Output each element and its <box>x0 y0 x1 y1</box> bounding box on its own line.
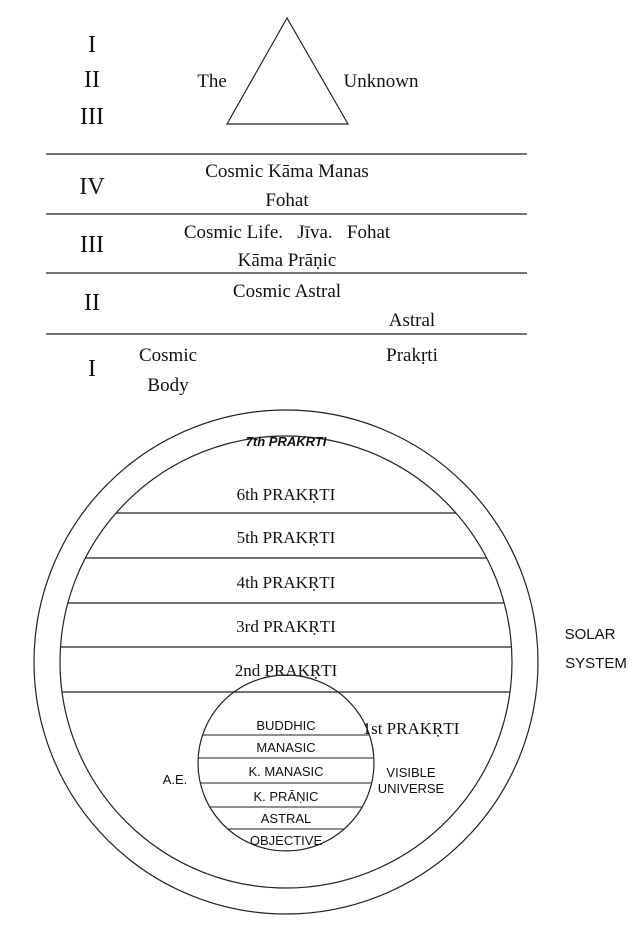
band-4th-label: 4th PRAKṚTI <box>236 573 336 592</box>
inner-layer-objective: OBJECTIVE <box>249 833 323 848</box>
visible-universe-line-1: VISIBLE <box>386 765 436 780</box>
solar-system-line-2: SYSTEM <box>565 655 627 672</box>
band-2nd-label: 2nd PRAKṚTI <box>234 661 338 680</box>
unknown-level-3: III <box>80 104 104 130</box>
visible-universe-line-2: UNIVERSE <box>377 781 445 796</box>
seventh-prakriti-label: 7th PRAKRTI <box>245 434 327 449</box>
inner-layer-k-manasic: K. MANASIC <box>248 764 324 779</box>
band-3rd-label: 3rd PRAKṚTI <box>236 617 336 636</box>
row-iii-line-1: Cosmic Life. Jīva. Fohat <box>183 222 391 243</box>
band-5th-label: 5th PRAKṚTI <box>236 528 336 547</box>
solar-system-line-1: SOLAR <box>564 626 616 643</box>
first-prakriti-label: 1st PRAKṚTI <box>362 719 460 738</box>
inner-layer-manasic: MANASIC <box>256 740 316 755</box>
inner-layer-buddhic: BUDDHIC <box>256 718 316 733</box>
row-ii-line-2: Astral <box>388 310 436 331</box>
row-i-left-line-2: Body <box>147 375 189 396</box>
unknown-level-1: I <box>88 32 96 58</box>
unknown-right-label: Unknown <box>343 71 419 92</box>
unknown-triangle <box>227 18 348 124</box>
row-iv-numeral: IV <box>79 174 105 200</box>
row-iv-line-1: Cosmic Kāma Manas <box>205 161 369 182</box>
row-iv-line-2: Fohat <box>265 190 309 211</box>
row-ii-line-1: Cosmic Astral <box>232 281 342 302</box>
row-i-right: Prakṛti <box>386 345 438 366</box>
row-iii-numeral: III <box>80 232 104 258</box>
inner-layer-astral: ASTRAL <box>260 811 312 826</box>
band-6th-label: 6th PRAKṚTI <box>236 485 336 504</box>
ae-label: A.E. <box>162 772 188 787</box>
row-i-numeral: I <box>88 356 96 382</box>
row-i-left-line-1: Cosmic <box>138 345 198 366</box>
unknown-level-2: II <box>84 67 100 93</box>
row-iii-line-2: Kāma Prāṇic <box>237 250 337 271</box>
inner-layer-k-pranic: K. PRĀṆIC <box>253 789 319 804</box>
unknown-left-label: The <box>197 71 227 92</box>
row-ii-numeral: II <box>84 290 100 316</box>
